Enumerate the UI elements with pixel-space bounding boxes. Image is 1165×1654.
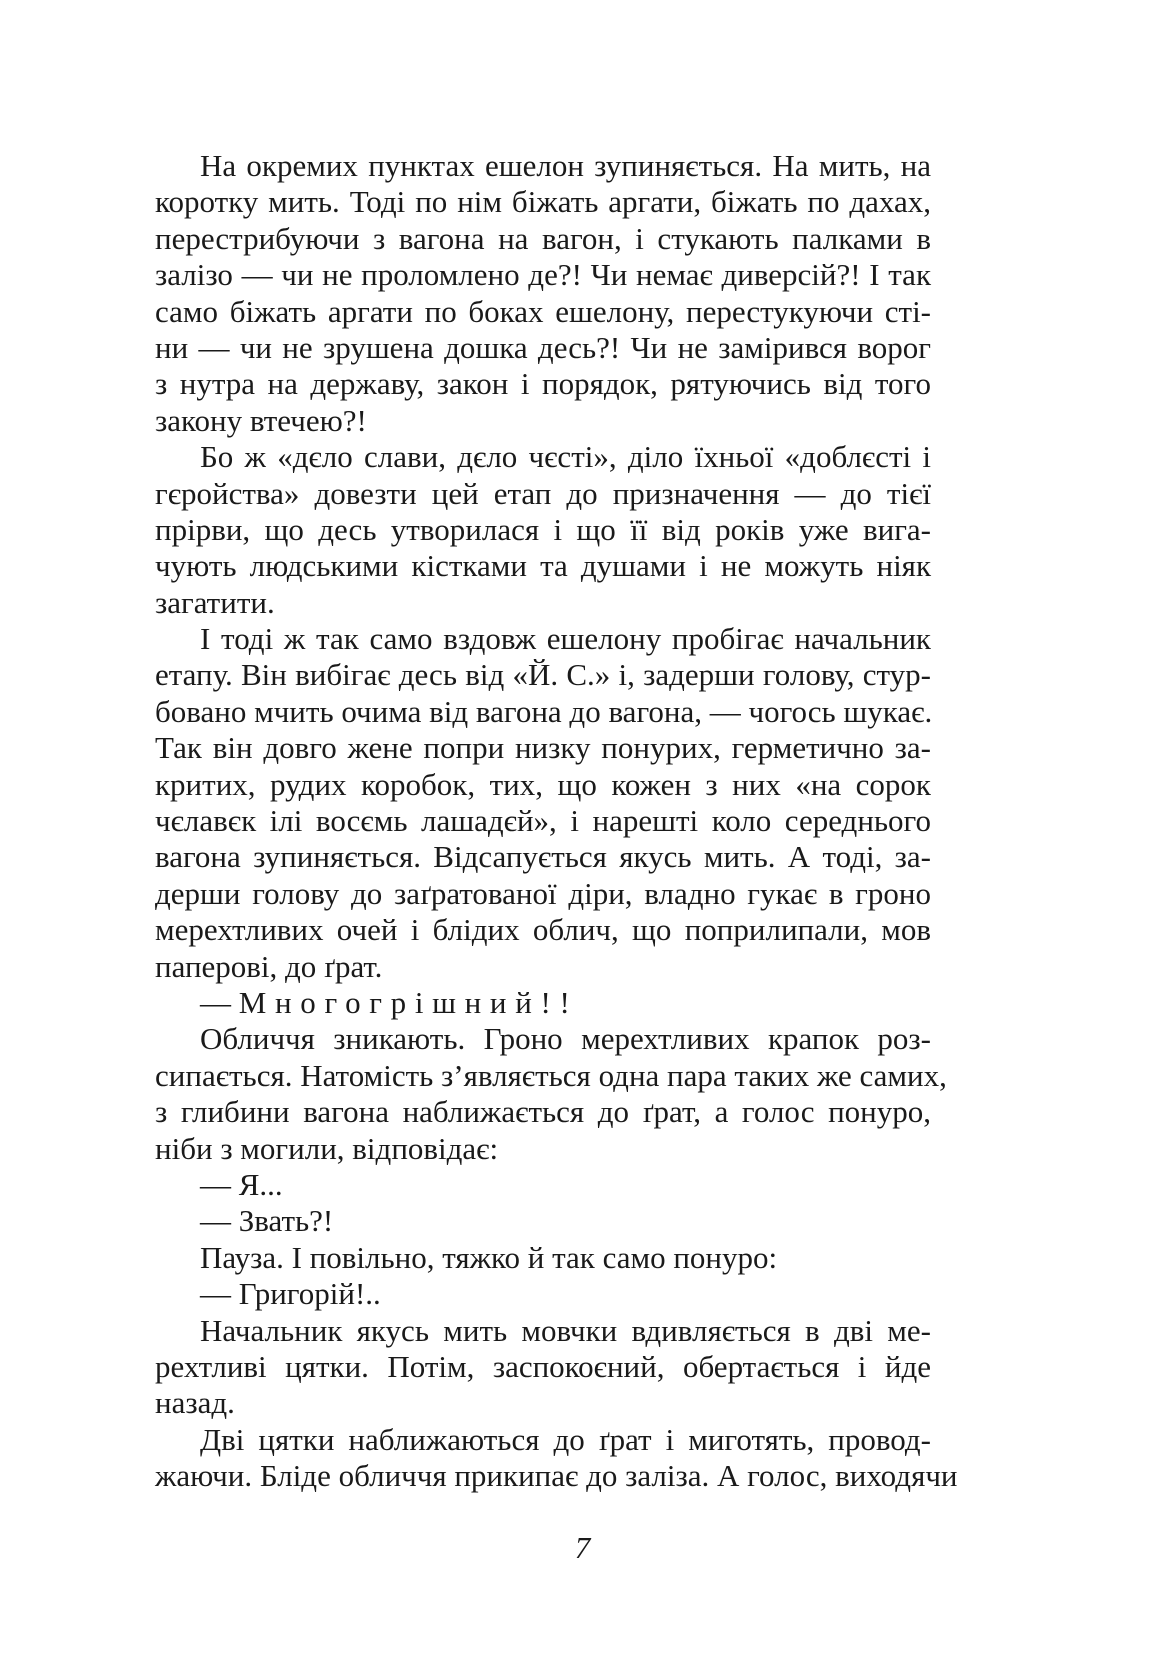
text-line: Так він довго жене попри низку понурих, герметично за-	[155, 730, 931, 766]
text-line: етапу. Він вибігає десь від «Й. С.» і, задерши голову, стур-	[155, 657, 931, 693]
dialogue-dash: —	[200, 984, 231, 1020]
text-line: Обличчя зникають. Гроно мерехтливих крапок роз-	[200, 1021, 931, 1057]
text-line: загатити.	[155, 584, 275, 620]
text-line: критих, рудих коробок, тих, що кожен з них «на сорок	[155, 766, 931, 802]
text-line: прірви, що десь утворилася і що її від років уже вига-	[155, 511, 931, 547]
spaced-name: Многогрішний!!	[238, 984, 579, 1020]
text-line: Бо ж «дєло слави, дєло чєсті», діло їхньої «доблєсті і	[200, 439, 931, 475]
dialogue-line	[155, 985, 931, 1021]
text-line: з нутра на державу, закон і порядок, рятуючись від того	[155, 366, 931, 402]
text-line: дерши голову до заґратованої діри, владно гукає в гроно	[155, 875, 931, 911]
text-line: назад.	[155, 1385, 235, 1421]
text-line: жаючи. Бліде обличчя прикипає до заліза. А голос, виходячи	[155, 1458, 958, 1494]
text-line: Начальник якусь мить мовчки вдивляється в дві ме-	[200, 1312, 931, 1348]
text-line: рехтливі цятки. Потім, заспокоєний, обертається і йде	[155, 1348, 931, 1384]
text-line: ни — чи не зрушена дошка десь?! Чи не замірився ворог	[155, 329, 931, 365]
page-number: 7	[574, 1530, 591, 1565]
text-line: Дві цятки наближаються до ґрат і миготять, провод-	[200, 1421, 931, 1457]
text-line: коротку мить. Тоді по нім біжать аргати, біжать по дахах,	[155, 184, 931, 220]
text-line: ніби з могили, відповідає:	[155, 1130, 499, 1166]
text-line: закону втечею?!	[155, 402, 367, 438]
text-line: І тоді ж так само вздовж ешелону пробігає начальник	[200, 621, 931, 657]
text-line: само біжать аргати по боках ешелону, перестукуючи сті-	[155, 293, 931, 329]
text-line: чєлавєк ілі восємь лашадєй», і нарешті коло середнього	[155, 803, 931, 839]
text-line: вагона зупиняється. Відсапується якусь мить. А тоді, за-	[155, 839, 931, 875]
text-line: перестрибуючи з вагона на вагон, і стукають палками в	[155, 220, 931, 256]
text-line: Пауза. І повільно, тяжко й так само понуро:	[200, 1239, 778, 1275]
body-text	[155, 148, 958, 1494]
dialogue-line: — Я...	[200, 1166, 283, 1202]
text-line: На окремих пунктах ешелон зупиняється. На мить, на	[200, 148, 931, 183]
text-line: бовано мчить очима від вагона до вагона, — чогось шукає.	[155, 693, 933, 729]
text-line: залізо — чи не проломлено де?! Чи немає диверсій?! І так	[155, 257, 931, 293]
text-line: з глибини вагона наближається до ґрат, а голос понуро,	[155, 1094, 931, 1130]
text-line: чують людськими кістками та душами і не можуть ніяк	[155, 548, 931, 584]
text-line: мерехтливих очей і блідих облич, що поприлипали, мов	[155, 912, 931, 948]
text-line: сипається. Натомість з’являється одна пара таких же самих,	[155, 1057, 947, 1093]
dialogue-line: — Звать?!	[200, 1203, 334, 1239]
text-line: гєройства» довезти цей етап до призначення — до тієї	[155, 475, 931, 511]
dialogue-line: — Григорій!..	[200, 1276, 381, 1312]
text-line: паперові, до ґрат.	[155, 948, 383, 984]
